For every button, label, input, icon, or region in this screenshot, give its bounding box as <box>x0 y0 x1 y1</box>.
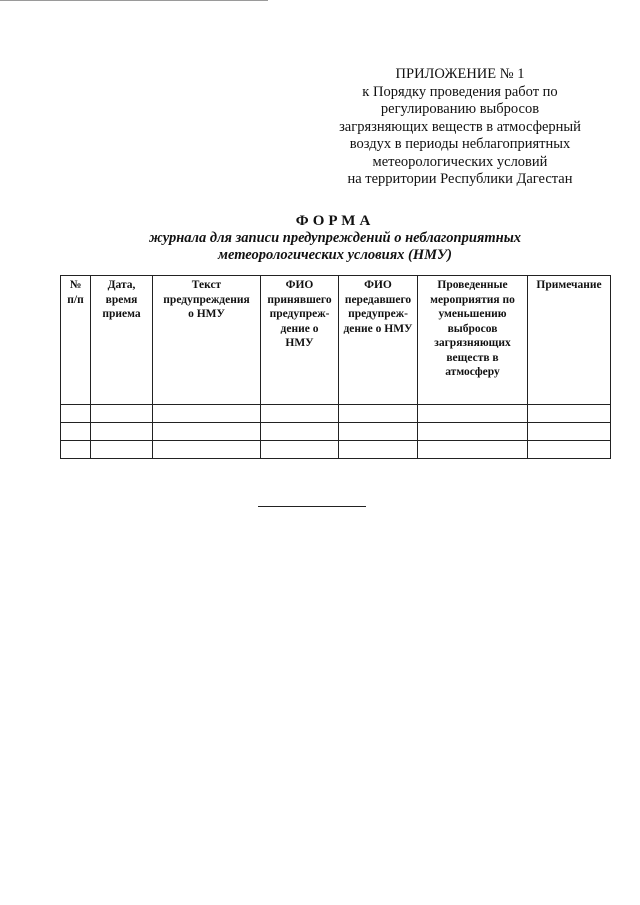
table-cell <box>339 441 418 459</box>
form-subtitle <box>0 230 640 264</box>
appendix-line: к Порядку проведения работ по <box>362 83 558 100</box>
table-cell <box>528 405 611 423</box>
column-header-line: дение о НМУ <box>343 322 413 335</box>
table-row <box>61 405 611 423</box>
column-header-line: Проведенные <box>437 279 508 291</box>
table-cell <box>418 405 528 423</box>
column-header-line: о НМУ <box>188 308 225 320</box>
table-cell <box>418 423 528 441</box>
column-header-line: ФИО <box>364 279 392 291</box>
table-cell <box>91 441 153 459</box>
column-header-line: атмосферу <box>445 366 500 378</box>
column-header-line: веществ в <box>446 351 499 364</box>
form-title: ФОРМА <box>295 213 375 229</box>
column-header-line: Примечание <box>536 279 602 291</box>
column-header-line: загрязняющих <box>434 337 511 349</box>
table-header-row <box>61 276 611 405</box>
column-header-line: № <box>69 279 82 291</box>
column-header-line: Дата, <box>107 279 136 291</box>
table-body <box>61 405 611 459</box>
table-cell <box>261 441 339 459</box>
column-header-line: Текст <box>191 279 222 291</box>
table-cell <box>153 441 261 459</box>
column-header-line: мероприятия по <box>430 293 515 306</box>
column-header-line: уменьшению <box>438 308 507 320</box>
column-header-note <box>528 276 611 405</box>
table-cell <box>418 441 528 459</box>
table-row <box>61 441 611 459</box>
column-header-number <box>61 276 91 405</box>
appendix-line: воздух в периоды неблагоприятных <box>349 136 571 152</box>
column-header-line: п/п <box>67 293 84 306</box>
appendix-line: метеорологических условий <box>372 153 548 170</box>
column-header-line: дение о <box>280 322 319 335</box>
form-subtitle-line: журнала для записи предупреждений о неблагоприятных <box>148 230 522 246</box>
column-header-line: НМУ <box>285 337 314 349</box>
top-border-line <box>0 0 268 1</box>
table-cell <box>61 405 91 423</box>
column-header-measures <box>418 276 528 405</box>
column-header-line: выбросов <box>447 322 498 335</box>
table-cell <box>153 405 261 423</box>
table-cell <box>61 423 91 441</box>
column-header-warning-text <box>153 276 261 405</box>
footer-rule <box>258 506 366 507</box>
table-cell <box>528 441 611 459</box>
table-cell <box>153 423 261 441</box>
column-header-received-by <box>261 276 339 405</box>
appendix-line: на территории Республики Дагестан <box>347 171 573 187</box>
appendix-title: ПРИЛОЖЕНИЕ № 1 <box>395 66 525 82</box>
column-header-date-time <box>91 276 153 405</box>
journal-table <box>60 275 611 459</box>
table-cell <box>261 423 339 441</box>
appendix-line: загрязняющих веществ в атмосферный <box>339 118 581 135</box>
form-subtitle-line: метеорологических условиях (НМУ) <box>218 247 452 263</box>
table-row <box>61 423 611 441</box>
form-heading <box>0 212 640 264</box>
appendix-header <box>320 66 600 189</box>
column-header-line: время <box>105 293 138 306</box>
column-header-line: предупреждения <box>163 293 250 306</box>
column-header-line: ФИО <box>285 279 314 291</box>
table-cell <box>261 405 339 423</box>
appendix-line: регулированию выбросов <box>380 101 540 117</box>
table-cell <box>61 441 91 459</box>
table-cell <box>91 405 153 423</box>
table-cell <box>339 423 418 441</box>
column-header-line: принявшего <box>267 293 332 306</box>
table-cell <box>339 405 418 423</box>
table-cell <box>91 423 153 441</box>
column-header-line: передавшего <box>344 293 412 306</box>
table-cell <box>528 423 611 441</box>
column-header-line: предупреж- <box>269 308 330 320</box>
column-header-sent-by <box>339 276 418 405</box>
column-header-line: предупреж- <box>348 308 408 320</box>
column-header-line: приема <box>102 308 141 320</box>
